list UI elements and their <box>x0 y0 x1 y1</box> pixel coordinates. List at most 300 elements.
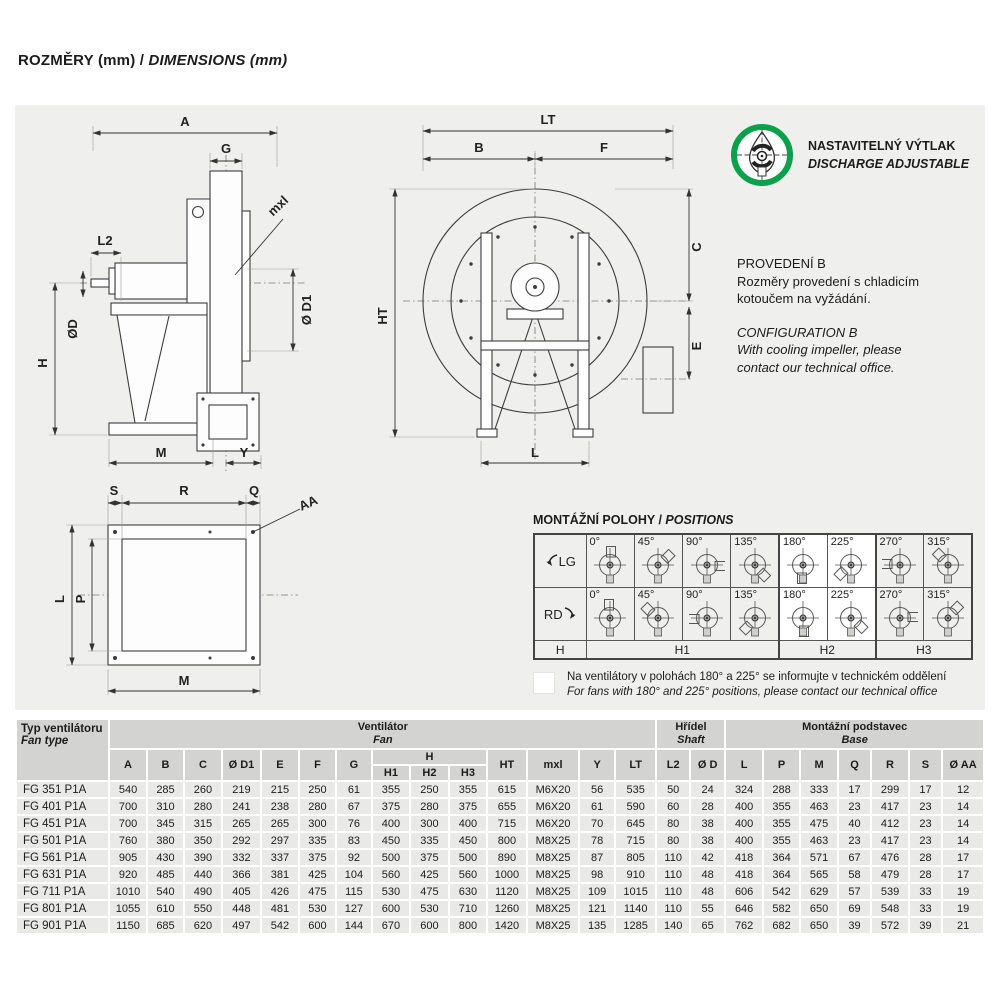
value-cell: 98 <box>580 867 613 882</box>
rd-rotation-arrow-icon <box>563 606 577 622</box>
position-cell-rd-180 <box>779 588 827 641</box>
dim-label-S: S <box>109 483 119 498</box>
value-cell: 1150 <box>110 918 145 933</box>
positions-row-label-lg: LG <box>534 534 586 588</box>
value-cell: 485 <box>148 867 183 882</box>
configuration-note <box>737 255 919 376</box>
positions-table <box>533 533 973 660</box>
value-cell: 23 <box>839 833 870 848</box>
col-S: S <box>910 750 941 780</box>
dim-label-L: L <box>531 445 539 460</box>
value-cell: 110 <box>657 901 688 916</box>
positions-footer-h1: H1 <box>586 641 779 660</box>
config-en-title: CONFIGURATION B <box>737 324 858 340</box>
value-cell: 67 <box>839 850 870 865</box>
angle-label: 45° <box>637 589 655 601</box>
col-Y: Y <box>580 750 613 780</box>
value-cell: 265 <box>223 816 261 831</box>
fan-orientation-glyph <box>592 599 628 639</box>
value-cell: 17 <box>943 850 983 865</box>
angle-label: 270° <box>879 589 903 601</box>
value-cell: 1140 <box>616 901 656 916</box>
positions-footer-row <box>534 641 972 660</box>
value-cell: M8X25 <box>528 884 579 899</box>
value-cell: 497 <box>223 918 261 933</box>
col-OD: Ø D <box>691 750 724 780</box>
value-cell: 310 <box>148 799 183 814</box>
value-cell: 288 <box>764 782 799 797</box>
positions-footer-h: H <box>534 641 586 660</box>
value-cell: 17 <box>839 782 870 797</box>
angle-label: 135° <box>734 589 758 601</box>
value-cell: 412 <box>872 816 907 831</box>
value-cell: 250 <box>411 782 448 797</box>
fan-orientation-glyph <box>882 546 918 586</box>
value-cell: 23 <box>910 833 941 848</box>
dim-label-AA: AA <box>296 492 320 514</box>
value-cell: 48 <box>691 884 724 899</box>
value-cell: 539 <box>872 884 907 899</box>
position-cell-rd-315 <box>924 588 972 641</box>
value-cell: 12 <box>943 782 983 797</box>
dim-label-R: R <box>179 483 189 498</box>
group-header-fan: Ventilátor Fan <box>110 720 655 748</box>
value-cell: M8X25 <box>528 901 579 916</box>
angle-label: 315° <box>927 536 951 548</box>
value-cell: 417 <box>872 833 907 848</box>
value-cell: 535 <box>616 782 656 797</box>
fan-orientation-glyph <box>833 546 869 586</box>
value-cell: 650 <box>801 918 836 933</box>
positions-note-en: For fans with 180° and 225° positions, please contact our technical office <box>567 686 938 698</box>
positions-footer-h3: H3 <box>876 641 973 660</box>
value-cell: 700 <box>110 799 145 814</box>
angle-label: 225° <box>830 536 854 548</box>
value-cell: 300 <box>300 816 335 831</box>
col-LT: LT <box>616 750 656 780</box>
col-L2: L2 <box>657 750 688 780</box>
value-cell: 405 <box>223 884 261 899</box>
value-cell: 19 <box>943 884 983 899</box>
value-cell: 56 <box>580 782 613 797</box>
config-en-line2: contact our technical office. <box>737 359 895 375</box>
value-cell: 540 <box>110 782 145 797</box>
value-cell: 1285 <box>616 918 656 933</box>
value-cell: 14 <box>943 816 983 831</box>
col-mxl: mxl <box>528 750 579 780</box>
value-cell: 48 <box>691 867 724 882</box>
value-cell: 655 <box>488 799 526 814</box>
col-H2: H2 <box>411 766 448 780</box>
value-cell: 800 <box>488 833 526 848</box>
value-cell: 450 <box>450 833 487 848</box>
value-cell: 490 <box>185 884 220 899</box>
value-cell: 28 <box>910 867 941 882</box>
value-cell: 38 <box>691 816 724 831</box>
table-row <box>17 918 983 933</box>
value-cell: 542 <box>764 884 799 899</box>
fan-type-cell: FG 901 P1A <box>17 918 108 933</box>
fan-orientation-glyph <box>930 546 966 586</box>
value-cell: 135 <box>580 918 613 933</box>
fan-orientation-glyph <box>689 546 725 586</box>
positions-note <box>533 670 973 700</box>
value-cell: 430 <box>148 850 183 865</box>
col-B: B <box>148 750 183 780</box>
table-row <box>17 884 983 899</box>
discharge-adjustable-badge <box>730 123 969 187</box>
fan-type-cell: FG 631 P1A <box>17 867 108 882</box>
fan-orientation-glyph <box>689 599 725 639</box>
fan-orientation-glyph <box>833 599 869 639</box>
value-cell: 127 <box>337 901 370 916</box>
value-cell: 335 <box>411 833 448 848</box>
value-cell: 333 <box>801 782 836 797</box>
value-cell: 332 <box>223 850 261 865</box>
badge-line-cs: NASTAVITELNÝ VÝTLAK <box>808 139 956 153</box>
value-cell: 299 <box>872 782 907 797</box>
value-cell: 28 <box>691 799 724 814</box>
value-cell: 1420 <box>488 918 526 933</box>
value-cell: 238 <box>262 799 297 814</box>
position-cell-lg-45 <box>634 534 682 588</box>
value-cell: 710 <box>450 901 487 916</box>
dim-label-H: H <box>35 358 50 368</box>
value-cell: 39 <box>839 918 870 933</box>
positions-row-label-rd: RD <box>534 588 586 641</box>
fan-orientation-glyph <box>737 599 773 639</box>
value-cell: 350 <box>185 833 220 848</box>
value-cell: 219 <box>223 782 261 797</box>
value-cell: 425 <box>300 867 335 882</box>
value-cell: 481 <box>262 901 297 916</box>
dim-label-G: G <box>220 141 232 156</box>
dim-label-C: C <box>689 242 704 252</box>
dimensions-table-body <box>17 782 983 933</box>
value-cell: 40 <box>839 816 870 831</box>
positions-row-lg <box>534 534 972 588</box>
badge-line-en: DISCHARGE ADJUSTABLE <box>808 157 970 171</box>
fan-orientation-glyph <box>785 599 821 639</box>
value-cell: 355 <box>450 782 487 797</box>
value-cell: 250 <box>300 782 335 797</box>
value-cell: 805 <box>616 850 656 865</box>
dim-label-base-L: L <box>52 595 67 603</box>
value-cell: 560 <box>450 867 487 882</box>
side-view-drawing <box>35 111 370 483</box>
value-cell: 57 <box>839 884 870 899</box>
lg-rotation-arrow-icon <box>545 553 559 569</box>
value-cell: 280 <box>185 799 220 814</box>
col-Q: Q <box>839 750 870 780</box>
value-cell: 448 <box>223 901 261 916</box>
col-group-H: H <box>373 750 487 764</box>
dim-label-OD: ØD <box>65 319 80 339</box>
value-cell: 905 <box>110 850 145 865</box>
value-cell: 530 <box>411 901 448 916</box>
group-header-shaft: Hřídel Shaft <box>657 720 724 748</box>
dim-label-OD1: Ø D1 <box>299 294 314 326</box>
col-M: M <box>801 750 836 780</box>
value-cell: 60 <box>657 799 688 814</box>
value-cell: 297 <box>262 833 297 848</box>
dim-label-Q: Q <box>248 483 260 498</box>
value-cell: 418 <box>726 850 761 865</box>
page-title-cs: ROZMĚRY (mm) <box>18 52 136 69</box>
value-cell: 685 <box>148 918 183 933</box>
value-cell: 426 <box>262 884 297 899</box>
value-cell: 241 <box>223 799 261 814</box>
value-cell: 645 <box>616 816 656 831</box>
group-header-base: Montážní podstavec Base <box>726 720 983 748</box>
value-cell: 285 <box>148 782 183 797</box>
value-cell: 620 <box>185 918 220 933</box>
value-cell: 109 <box>580 884 613 899</box>
value-cell: 50 <box>657 782 688 797</box>
fan-orientation-glyph <box>592 546 628 586</box>
value-cell: 355 <box>764 799 799 814</box>
value-cell: 629 <box>801 884 836 899</box>
value-cell: 375 <box>411 850 448 865</box>
value-cell: 610 <box>148 901 183 916</box>
value-cell: 335 <box>300 833 335 848</box>
col-R: R <box>872 750 907 780</box>
value-cell: 450 <box>373 833 410 848</box>
value-cell: 380 <box>148 833 183 848</box>
value-cell: 215 <box>262 782 297 797</box>
col-OAA: Ø AA <box>943 750 983 780</box>
value-cell: 530 <box>373 884 410 899</box>
config-cs-line2: kotoučem na vyžádání. <box>737 291 871 306</box>
value-cell: 324 <box>726 782 761 797</box>
value-cell: 21 <box>943 918 983 933</box>
value-cell: 1055 <box>110 901 145 916</box>
value-cell: 606 <box>726 884 761 899</box>
col-H3: H3 <box>450 766 487 780</box>
value-cell: 55 <box>691 901 724 916</box>
col-G: G <box>337 750 370 780</box>
value-cell: 476 <box>872 850 907 865</box>
fan-type-cell: FG 451 P1A <box>17 816 108 831</box>
fan-type-cell: FG 401 P1A <box>17 799 108 814</box>
fan-orientation-glyph <box>640 546 676 586</box>
angle-label: 0° <box>589 589 601 601</box>
value-cell: 890 <box>488 850 526 865</box>
value-cell: M6X20 <box>528 816 579 831</box>
value-cell: 540 <box>148 884 183 899</box>
table-row <box>17 799 983 814</box>
badge-text <box>808 137 969 173</box>
fan-type-cell: FG 801 P1A <box>17 901 108 916</box>
column-header-row <box>17 750 983 764</box>
value-cell: 83 <box>337 833 370 848</box>
dim-label-mxl: mxl <box>264 192 292 219</box>
col-L: L <box>726 750 761 780</box>
angle-label: 180° <box>783 589 806 601</box>
value-cell: 265 <box>262 816 297 831</box>
angle-label: 45° <box>637 536 655 548</box>
value-cell: 390 <box>185 850 220 865</box>
value-cell: 615 <box>488 782 526 797</box>
value-cell: 920 <box>110 867 145 882</box>
dim-label-LT: LT <box>540 112 556 127</box>
highlight-legend-swatch <box>533 672 555 694</box>
config-en-line1: With cooling impeller, please <box>737 342 902 357</box>
value-cell: 104 <box>337 867 370 882</box>
fan-orientation-glyph <box>785 546 821 586</box>
fan-type-cell: FG 351 P1A <box>17 782 108 797</box>
angle-label: 90° <box>686 536 703 548</box>
value-cell: 80 <box>657 816 688 831</box>
value-cell: 23 <box>839 799 870 814</box>
config-cs-line1: Rozměry provedení s chladicím <box>737 273 920 289</box>
value-cell: 600 <box>373 901 410 916</box>
value-cell: 479 <box>872 867 907 882</box>
positions-note-cs: Na ventilátory v polohách 180° a 225° se informujte v technickém oddělení <box>567 671 947 683</box>
positions-title: MONTÁŽNÍ POLOHY / POSITIONS <box>533 513 734 527</box>
value-cell: 475 <box>300 884 335 899</box>
value-cell: 910 <box>616 867 656 882</box>
angle-label: 225° <box>830 589 854 601</box>
value-cell: 582 <box>764 901 799 916</box>
position-cell-lg-0 <box>586 534 634 588</box>
value-cell: 19 <box>943 901 983 916</box>
value-cell: 69 <box>839 901 870 916</box>
value-cell: 571 <box>801 850 836 865</box>
value-cell: 670 <box>373 918 410 933</box>
value-cell: 14 <box>943 799 983 814</box>
value-cell: 78 <box>580 833 613 848</box>
value-cell: 630 <box>450 884 487 899</box>
value-cell: 375 <box>450 799 487 814</box>
value-cell: 345 <box>148 816 183 831</box>
dim-label-HT: HT <box>375 307 390 325</box>
value-cell: 646 <box>726 901 761 916</box>
value-cell: 565 <box>801 867 836 882</box>
value-cell: 80 <box>657 833 688 848</box>
value-cell: 280 <box>300 799 335 814</box>
value-cell: 560 <box>373 867 410 882</box>
value-cell: 110 <box>657 884 688 899</box>
value-cell: 300 <box>411 816 448 831</box>
angle-label: 315° <box>927 589 951 601</box>
value-cell: 28 <box>910 850 941 865</box>
value-cell: 400 <box>726 799 761 814</box>
table-row <box>17 782 983 797</box>
value-cell: 17 <box>943 867 983 882</box>
value-cell: 337 <box>262 850 297 865</box>
value-cell: 33 <box>910 901 941 916</box>
value-cell: M6X20 <box>528 782 579 797</box>
value-cell: 70 <box>580 816 613 831</box>
value-cell: 24 <box>691 782 724 797</box>
value-cell: 475 <box>411 884 448 899</box>
base-view-drawing <box>50 477 335 705</box>
value-cell: M8X25 <box>528 833 579 848</box>
fan-type-cell: FG 711 P1A <box>17 884 108 899</box>
value-cell: M8X25 <box>528 918 579 933</box>
value-cell: M8X25 <box>528 850 579 865</box>
value-cell: 700 <box>110 816 145 831</box>
value-cell: 144 <box>337 918 370 933</box>
positions-section <box>533 513 973 700</box>
col-H1: H1 <box>373 766 410 780</box>
value-cell: 572 <box>872 918 907 933</box>
angle-label: 270° <box>879 536 903 548</box>
value-cell: 38 <box>691 833 724 848</box>
positions-row-rd <box>534 588 972 641</box>
value-cell: 500 <box>373 850 410 865</box>
value-cell: 600 <box>300 918 335 933</box>
position-cell-rd-90 <box>683 588 731 641</box>
dim-label-M: M <box>155 445 167 460</box>
value-cell: 375 <box>373 799 410 814</box>
fan-orientation-glyph <box>640 599 676 639</box>
value-cell: 375 <box>300 850 335 865</box>
value-cell: 23 <box>910 799 941 814</box>
value-cell: 364 <box>764 850 799 865</box>
value-cell: 650 <box>801 901 836 916</box>
position-cell-rd-135 <box>731 588 779 641</box>
table-row <box>17 901 983 916</box>
value-cell: 1260 <box>488 901 526 916</box>
position-cell-rd-225 <box>827 588 875 641</box>
table-row <box>17 867 983 882</box>
col-HT: HT <box>488 750 526 780</box>
value-cell: 463 <box>801 799 836 814</box>
value-cell: 425 <box>411 867 448 882</box>
value-cell: 61 <box>580 799 613 814</box>
col-A: A <box>110 750 145 780</box>
value-cell: M8X25 <box>528 867 579 882</box>
page-title-en: DIMENSIONS (mm) <box>148 52 288 69</box>
value-cell: 800 <box>450 918 487 933</box>
value-cell: 500 <box>450 850 487 865</box>
fan-orientation-glyph <box>930 599 966 639</box>
value-cell: 364 <box>764 867 799 882</box>
value-cell: 530 <box>300 901 335 916</box>
value-cell: 61 <box>337 782 370 797</box>
value-cell: 115 <box>337 884 370 899</box>
dim-label-base-P: P <box>73 594 88 604</box>
value-cell: 381 <box>262 867 297 882</box>
value-cell: 260 <box>185 782 220 797</box>
value-cell: 542 <box>262 918 297 933</box>
value-cell: 417 <box>872 799 907 814</box>
value-cell: 33 <box>910 884 941 899</box>
value-cell: 92 <box>337 850 370 865</box>
table-row <box>17 833 983 848</box>
fan-type-header: Typ ventilátoru Fan type <box>17 720 108 780</box>
table-row <box>17 850 983 865</box>
fan-type-cell: FG 561 P1A <box>17 850 108 865</box>
value-cell: 715 <box>488 816 526 831</box>
value-cell: 58 <box>839 867 870 882</box>
col-P: P <box>764 750 799 780</box>
fan-orientation-glyph <box>737 546 773 586</box>
value-cell: 1000 <box>488 867 526 882</box>
front-view-drawing <box>375 111 705 483</box>
value-cell: 440 <box>185 867 220 882</box>
position-cell-lg-90 <box>683 534 731 588</box>
dim-label-Y: Y <box>239 445 249 460</box>
value-cell: 42 <box>691 850 724 865</box>
value-cell: 715 <box>616 833 656 848</box>
value-cell: 87 <box>580 850 613 865</box>
position-cell-lg-270 <box>876 534 924 588</box>
value-cell: 110 <box>657 867 688 882</box>
value-cell: 76 <box>337 816 370 831</box>
